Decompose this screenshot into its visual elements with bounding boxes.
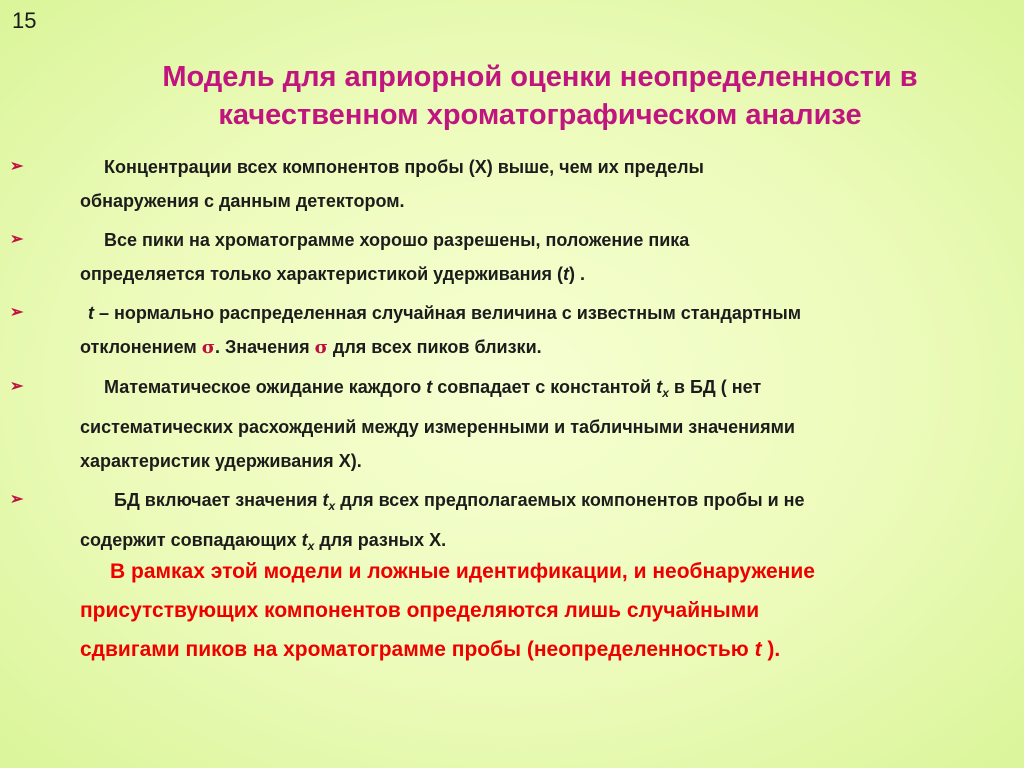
bullet-item-3 (0, 296, 1024, 365)
slide-number: 15 (12, 8, 37, 33)
arrow-bullet-icon: ➢ (10, 158, 24, 175)
bullet-item-1 (0, 150, 1024, 218)
conclusion-text-b: ). (761, 638, 781, 661)
conclusion-text-a: сдвигами пиков на хроматограмме пробы (неопределенностью (80, 638, 755, 661)
subscript-x: x (307, 539, 315, 553)
bullet-4-text-a: Математическое ожидание каждого (104, 377, 427, 397)
bullet-1-line-2: обнаружения с данным детектором. (80, 191, 405, 211)
slide-title-line-2: качественном хроматографическом анализе (218, 99, 862, 131)
bullet-5-text-c: содержит совпадающих (80, 530, 302, 550)
bullet-2-line-1: Все пики на хроматограмме хорошо разрешены, положение пика (104, 230, 690, 250)
conclusion-line-3 (80, 630, 1000, 669)
bullet-5-text-a: БД включает значения (114, 490, 323, 510)
bullet-5-text-b: для всех предполагаемых компонентов пробы и не (335, 490, 805, 510)
bullet-3-line-2 (80, 330, 1004, 365)
retention-symbol-tx: t (656, 377, 663, 397)
conclusion-paragraph (80, 552, 1000, 669)
arrow-bullet-icon: ➢ (10, 378, 24, 395)
bullet-4-line-3: характеристик удерживания Х). (80, 451, 362, 471)
slide-title-line-1: Модель для априорной оценки неопределенности в (162, 61, 918, 93)
bullet-4-line-1 (80, 370, 1004, 410)
retention-symbol-t: t (426, 377, 433, 397)
retention-symbol-tx: t (322, 490, 329, 510)
sigma-symbol: σ (201, 337, 215, 358)
bullet-2-line-2 (80, 257, 1004, 291)
bullet-3-text-a: – нормально распределенная случайная величина с известным стандартным (94, 303, 802, 323)
arrow-bullet-icon: ➢ (10, 491, 24, 508)
bullet-item-2 (0, 223, 1024, 291)
conclusion-line-1: В рамках этой модели и ложные идентификации, и необнаружение (110, 560, 815, 583)
sigma-symbol: σ (314, 337, 328, 358)
retention-symbol-t: t (563, 264, 570, 284)
bullet-3-text-b: отклонением (80, 337, 202, 357)
bullet-item-5 (0, 483, 1024, 563)
bullet-3-text-c: . Значения (214, 337, 315, 357)
bullet-4-text-c: в БД ( нет (668, 377, 762, 397)
retention-symbol-tx: t (301, 530, 308, 550)
bullet-3-text-d: для всех пиков близки. (327, 337, 542, 357)
bullet-3-line-1 (80, 296, 1004, 330)
bullet-list (0, 150, 1024, 568)
slide-title (70, 58, 1010, 134)
bullet-5-text-d: для разных Х. (314, 530, 447, 550)
bullet-2-text-a: определяется только характеристикой удерживания ( (80, 264, 564, 284)
bullet-2-text-b: ) . (569, 264, 586, 284)
arrow-bullet-icon: ➢ (10, 231, 24, 248)
retention-symbol-t: t (754, 638, 762, 661)
arrow-bullet-icon: ➢ (10, 304, 24, 321)
subscript-x: x (328, 499, 336, 513)
retention-symbol-t: t (88, 303, 94, 323)
conclusion-line-2: присутствующих компонентов определяются лишь случайными (80, 599, 760, 622)
bullet-item-4 (0, 370, 1024, 478)
bullet-4-text-b: совпадает с константой (432, 377, 657, 397)
subscript-x: x (662, 386, 669, 400)
bullet-1-line-1: Концентрации всех компонентов пробы (Х) выше, чем их пределы (104, 157, 704, 177)
bullet-4-line-2: систематических расхождений между измеренными и табличными значениями (80, 417, 795, 437)
bullet-5-line-1 (80, 483, 1004, 523)
